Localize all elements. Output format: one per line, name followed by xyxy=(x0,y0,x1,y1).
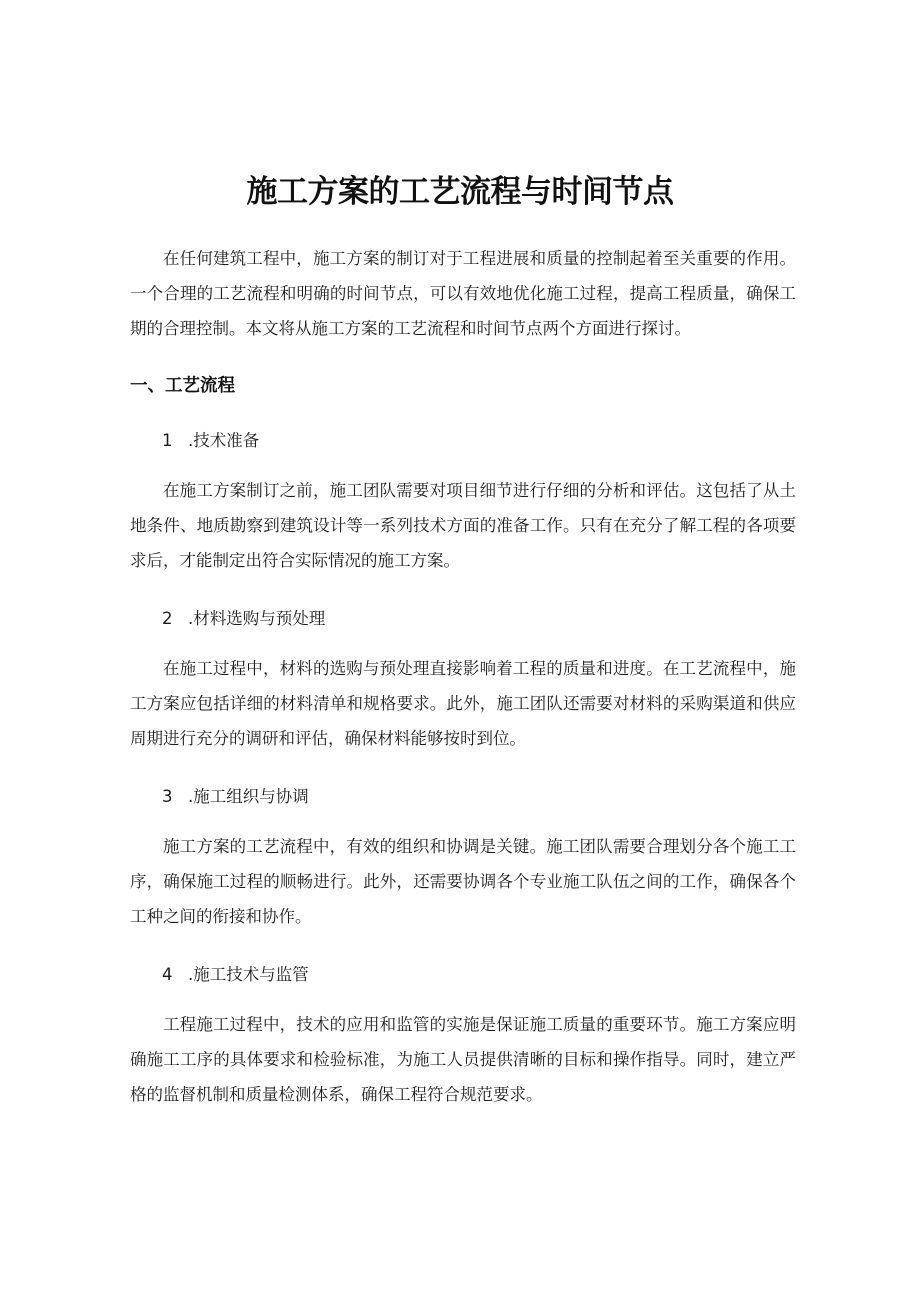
document-title: 施工方案的工艺流程与时间节点 xyxy=(246,174,674,210)
subheading-technique-supervision xyxy=(162,961,309,985)
section-heading-process: 一、工艺流程 xyxy=(130,376,235,396)
subheading-title: .施工组织与协调 xyxy=(188,787,309,806)
paragraph-material-procurement: 在施工过程中，材料的选购与预处理直接影响着工程的质量和进度。在工艺流程中，施工方案应包括详细的材料清单和规格要求。此外，施工团队还需要对材料的采购渠道和供应周期进行充分的调研和评估，确保材料能够按时到位。 xyxy=(130,659,796,748)
subheading-technical-preparation xyxy=(162,427,259,451)
subheading-number: 2 xyxy=(162,609,173,628)
paragraph-technique-supervision: 工程施工过程中，技术的应用和监管的实施是保证施工质量的重要环节。施工方案应明确施工工序的具体要求和检验标准，为施工人员提供清晰的目标和操作指导。同时，建立严格的监督机制和质量检测体系，确保工程符合规范要求。 xyxy=(130,1015,796,1104)
intro-paragraph: 在任何建筑工程中，施工方案的制订对于工程进展和质量的控制起着至关重要的作用。一个合理的工艺流程和明确的时间节点，可以有效地优化施工过程，提高工程质量，确保工期的合理控制。本文将从施工方案的工艺流程和时间节点两个方面进行探讨。 xyxy=(130,249,796,338)
paragraph-technical-preparation: 在施工方案制订之前，施工团队需要对项目细节进行仔细的分析和评估。这包括了从土地条件、地质勘察到建筑设计等一系列技术方面的准备工作。只有在充分了解工程的各项要求后，才能制定出符合实际情况的施工方案。 xyxy=(130,481,796,570)
subheading-title: .技术准备 xyxy=(188,431,260,450)
subheading-title: .施工技术与监管 xyxy=(188,965,309,984)
subheading-number: 4 xyxy=(162,965,173,984)
subheading-title: .材料选购与预处理 xyxy=(188,609,326,628)
subheading-number: 1 xyxy=(162,431,173,450)
subheading-number: 3 xyxy=(162,787,173,806)
paragraph-organization-coordination: 施工方案的工艺流程中，有效的组织和协调是关键。施工团队需要合理划分各个施工工序，确保施工过程的顺畅进行。此外，还需要协调各个专业施工队伍之间的工作，确保各个工种之间的衔接和协作。 xyxy=(130,837,796,926)
subheading-organization-coordination xyxy=(162,783,309,807)
subheading-material-procurement xyxy=(162,605,325,629)
